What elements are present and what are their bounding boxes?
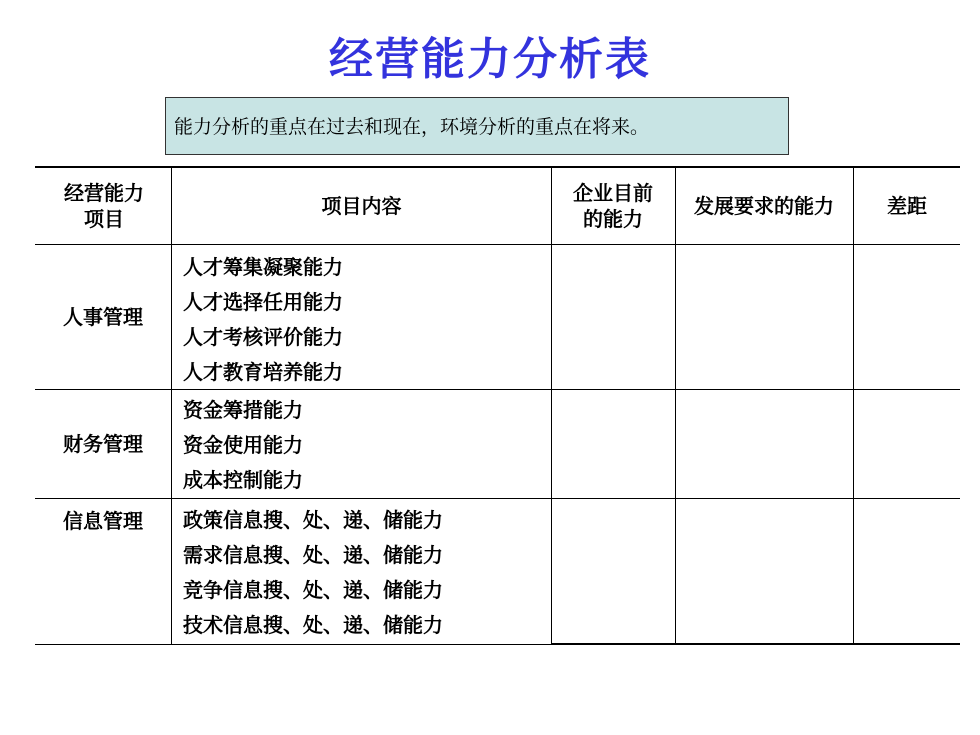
row-category-hr: 人事管理 [63, 305, 143, 329]
row-items-finance [183, 393, 303, 498]
header-required-ability: 发展要求的能力 [694, 194, 834, 218]
row-items-info [183, 503, 443, 643]
list-item: 成本控制能力 [183, 468, 303, 492]
table-top-border [35, 166, 960, 168]
row-category-info: 信息管理 [63, 509, 143, 533]
header-divider [35, 244, 960, 245]
list-item: 人才筹集凝聚能力 [183, 255, 343, 279]
list-item: 竞争信息搜、处、递、储能力 [183, 578, 443, 602]
list-item: 技术信息搜、处、递、储能力 [183, 613, 443, 637]
list-item: 人才考核评价能力 [183, 325, 343, 349]
list-item: 需求信息搜、处、递、储能力 [183, 543, 443, 567]
note-box: 能力分析的重点在过去和现在，环境分析的重点在将来。 [165, 97, 789, 155]
column-divider [675, 166, 676, 645]
row-divider [35, 498, 960, 499]
table-bottom-border [35, 644, 551, 645]
list-item: 政策信息搜、处、递、储能力 [183, 508, 443, 532]
header-gap: 差距 [887, 194, 927, 218]
header-category: 经营能力项目 [64, 181, 144, 231]
list-item: 资金筹措能力 [183, 398, 303, 422]
list-item: 人才选择任用能力 [183, 290, 343, 314]
table-bottom-border [551, 643, 960, 645]
header-content: 项目内容 [321, 194, 402, 218]
row-category-finance: 财务管理 [63, 432, 143, 456]
row-divider [35, 389, 960, 390]
row-items-hr [183, 250, 343, 390]
column-divider [551, 166, 552, 645]
page-title: 经营能力分析表 [329, 34, 651, 85]
header-current-ability: 企业目前的能力 [573, 181, 653, 231]
list-item: 资金使用能力 [183, 433, 303, 457]
list-item: 人才教育培养能力 [183, 360, 343, 384]
